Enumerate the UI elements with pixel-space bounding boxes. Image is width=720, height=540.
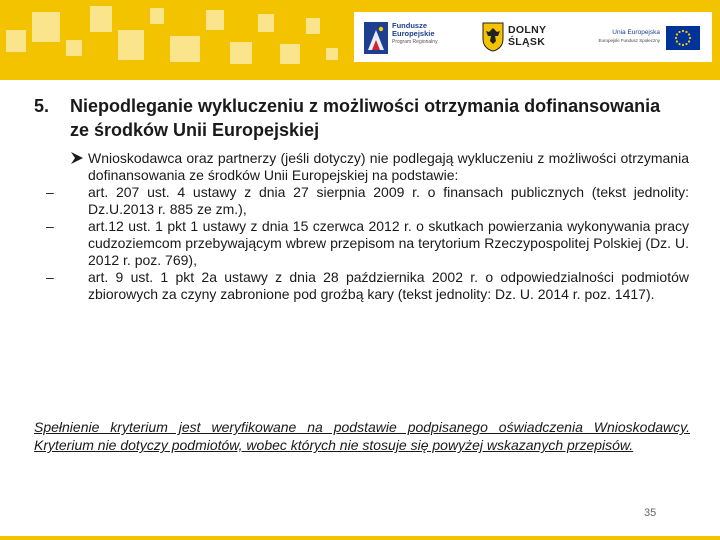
funds-logo-line1: Fundusze	[392, 21, 427, 30]
decorative-square	[230, 42, 252, 64]
decorative-square	[280, 44, 300, 64]
funds-logo-subtitle: Program Regionalny	[392, 39, 438, 45]
region-logo-line1: DOLNY	[508, 24, 547, 36]
eu-star	[676, 40, 678, 42]
decorative-square	[32, 12, 60, 42]
decorative-square	[306, 18, 320, 34]
lead-paragraph	[62, 150, 689, 184]
eu-star	[685, 43, 687, 45]
criteria-content	[46, 150, 689, 303]
eu-star	[682, 44, 684, 46]
eu-logo-text	[586, 29, 660, 44]
legal-basis-item	[46, 218, 689, 269]
eu-star	[688, 40, 690, 42]
legal-basis-text: art. 9 ust. 1 pkt 2a ustawy z dnia 28 października 2002 r. o odpowiedzialności podmiotów zbiorowych za czyny zabronione pod groźbą kary (tekst jednolity: Dz. U. 2014 r. poz. 1417).	[88, 269, 689, 302]
header-band	[0, 0, 720, 80]
eu-flag-icon	[666, 26, 700, 50]
funds-logo-text	[392, 22, 438, 46]
eu-star	[682, 30, 684, 32]
region-logo-line2: ŚLĄSK	[508, 36, 546, 48]
decorative-square	[90, 6, 112, 32]
decorative-square	[6, 30, 26, 52]
eu-star	[676, 33, 678, 35]
eagle-crest-icon	[482, 22, 504, 52]
decorative-square	[118, 30, 144, 60]
eu-logo-subtitle: Europejski Fundusz Społeczny	[598, 38, 660, 43]
decorative-square	[206, 10, 224, 30]
dash-marker: –	[46, 184, 54, 200]
decorative-square	[170, 36, 200, 62]
eu-logo	[586, 20, 706, 56]
section-heading	[34, 94, 674, 142]
logo-bar	[354, 12, 712, 62]
eu-star	[675, 37, 677, 39]
dash-marker: –	[46, 218, 54, 234]
dash-marker: –	[46, 269, 54, 285]
legal-basis-item	[46, 184, 689, 218]
section-number: 5.	[34, 96, 50, 116]
decorative-square	[258, 14, 274, 32]
decorative-square	[66, 40, 82, 56]
legal-basis-text: art. 207 ust. 4 ustawy z dnia 27 sierpnia 2009 r. o finansach publicznych (tekst jednolity: Dz.U.2013 r. 885 ze zm.),	[88, 184, 689, 217]
region-logo-text	[508, 24, 546, 48]
section-title: Niepodleganie wykluczeniu z możliwości otrzymania dofinansowania ze środków Unii Europejskiej	[70, 96, 661, 140]
eu-star	[688, 33, 690, 35]
eu-star	[689, 37, 691, 39]
footer-line	[0, 536, 720, 540]
european-funds-icon	[364, 22, 388, 54]
page-number: 35	[644, 507, 657, 519]
legal-basis-item	[46, 269, 689, 303]
eu-star	[685, 31, 687, 33]
verification-note: Spełnienie kryterium jest weryfikowane na podstawie podpisanego oświadczenia Wnioskodawcy. Kryterium nie dotyczy podmiotów, wobec których nie stosuje się powyżej wskazanych przepisów.	[34, 419, 690, 453]
funds-logo	[364, 20, 474, 56]
funds-logo-line2: Europejskie	[392, 29, 435, 38]
decorative-square	[150, 8, 164, 24]
eu-logo-line1: Unia Europejska	[612, 29, 660, 36]
lead-text: Wnioskodawca oraz partnerzy (jeśli dotyczy) nie podlegają wykluczeniu z możliwości otrzymania dofinansowania ze środków Unii Europejskiej na podstawie:	[88, 150, 689, 183]
decorative-square	[326, 48, 338, 60]
eu-star	[678, 31, 680, 33]
region-logo	[482, 20, 572, 56]
legal-basis-text: art.12 ust. 1 pkt 1 ustawy z dnia 15 czerwca 2012 r. o skutkach powierzania wykonywania pracy cudzoziemcom przebywającym wbrew przepisom na terytorium Rzeczypospolitej Polskiej (Dz. U. 2012 r. poz. 769),	[88, 218, 689, 268]
eu-star	[678, 43, 680, 45]
arrow-bullet-icon	[70, 151, 84, 165]
